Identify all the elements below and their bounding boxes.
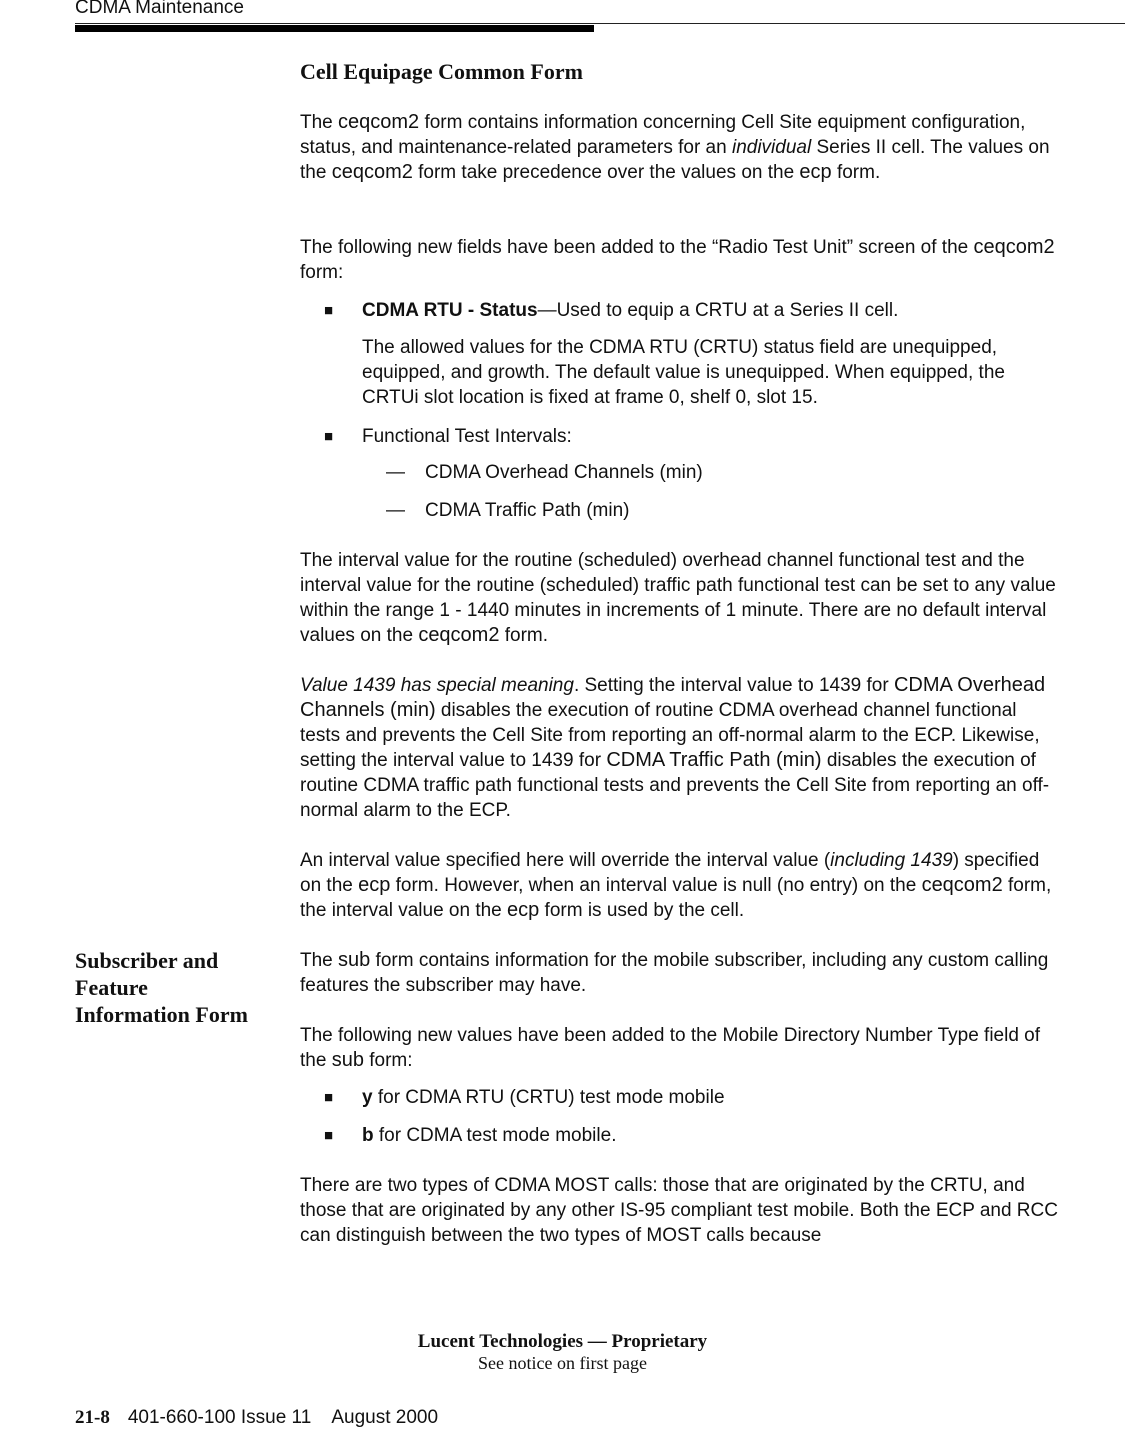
- footer-notice: See notice on first page: [478, 1353, 647, 1373]
- bullet-marker: ■: [324, 1127, 334, 1144]
- form-name: ecp: [507, 899, 540, 921]
- dash-item: — CDMA Traffic Path (min): [386, 500, 630, 521]
- bullet-item: ■ CDMA RTU - Status—Used to equip a CRTU at a Series II cell.: [324, 300, 899, 321]
- paragraph: The following new fields have been added to the “Radio Test Unit” screen of the ceqcom2 form:: [300, 236, 1055, 283]
- section1-p4: [300, 673, 1060, 823]
- header-rule-thin: [75, 23, 1125, 24]
- running-head: CDMA Maintenance: [75, 0, 244, 18]
- form-name: ceqcom2: [921, 874, 1003, 896]
- paragraph: The interval value for the routine (scheduled) overhead channel functional test and the interval value for the routine (scheduled) traffic path functional test can be set to any value within the range 1 - 1440 minutes in increments of 1 minute. There are no default interval values on the ceqcom2 form.: [300, 550, 1056, 646]
- bullet-marker: ■: [324, 302, 334, 319]
- paragraph: There are two types of CDMA MOST calls: those that are originated by the CRTU, and those that are originated by any other IS-95 compliant test mobile. Both the ECP and RCC can distinguish between the two types of MOST calls because: [300, 1175, 1058, 1246]
- bullet-item: ■ y for CDMA RTU (CRTU) test mode mobile: [324, 1087, 725, 1108]
- bullet-item: ■ b for CDMA test mode mobile.: [324, 1125, 617, 1146]
- paragraph: Value 1439 has special meaning. Setting the interval value to 1439 for CDMA Overhead Channels (min) disables the execution of routine CDMA overhead channel functional tests and prevents the Cell Site from reporting an off-normal alarm to the ECP. Likewise, setting the interval value to 1439 for CDMA Traffic Path (min) disables the execution of routine CDMA traffic path functional tests and prevents the Cell Site from reporting an off-normal alarm to the ECP.: [300, 674, 1050, 821]
- section1-body: [300, 110, 1060, 185]
- section2-p1: [300, 948, 1060, 998]
- section-title: Cell Equipage Common Form: [300, 59, 583, 84]
- form-name: ecp: [358, 874, 391, 896]
- field-name: CDMA Traffic Path (min): [606, 749, 822, 771]
- section1-p3: [300, 548, 1060, 648]
- paragraph: An interval value specified here will override the interval value (including 1439) specified on the ecp form. However, when an interval value is null (no entry) on the ceqcom2 form, the interval value on the ecp form is used by the cell.: [300, 850, 1052, 921]
- bullet-marker: ■: [324, 1089, 334, 1106]
- page-folio: [75, 1407, 438, 1429]
- section2-p3: [300, 1173, 1060, 1248]
- section1-p2: [300, 235, 1060, 285]
- dash-item: — CDMA Overhead Channels (min): [386, 462, 703, 483]
- paragraph: The ceqcom2 form contains information concerning Cell Site equipment configuration, status, and maintenance-related parameters for an individual Series II cell. The values on the ceqcom2 form take precedence over the values on the ecp form.: [300, 111, 1050, 183]
- dash-marker: —: [386, 462, 405, 483]
- doc-info: 401-660-100 Issue 11 August 2000: [127, 1407, 439, 1428]
- paragraph: The sub form contains information for the mobile subscriber, including any custom calling features the subscriber may have.: [300, 949, 1049, 996]
- form-name: ecp: [799, 161, 832, 183]
- bullet-marker: ■: [324, 428, 334, 445]
- dash-marker: —: [386, 500, 405, 521]
- side-heading: Subscriber and Feature Information Form: [75, 948, 248, 1027]
- form-name: sub: [331, 1049, 364, 1071]
- form-name: sub: [338, 949, 371, 971]
- form-name: ceqcom2: [418, 624, 500, 646]
- section1-p5: [300, 848, 1060, 923]
- footer-brand: Lucent Technologies — Proprietary: [417, 1331, 708, 1352]
- section2-p2: [300, 1023, 1060, 1073]
- field-name: CDMA Overhead Channels (min): [300, 674, 1046, 721]
- header-rule-thick: [75, 25, 594, 32]
- bullet-subtext: The allowed values for the CDMA RTU (CRTU) status field are unequipped, equipped, and growth. The default value is unequipped. When equipped, the CRTUi slot location is fixed at frame 0, shelf 0, slot 15.: [362, 337, 1005, 408]
- form-name: ceqcom2: [331, 161, 413, 183]
- bullet-item: ■ Functional Test Intervals:: [324, 426, 572, 447]
- page-number: 21-8: [75, 1407, 110, 1428]
- form-name: ceqcom2: [973, 236, 1055, 258]
- form-name: ceqcom2: [338, 111, 420, 133]
- paragraph: The following new values have been added to the Mobile Directory Number Type field of the sub form:: [300, 1025, 1041, 1071]
